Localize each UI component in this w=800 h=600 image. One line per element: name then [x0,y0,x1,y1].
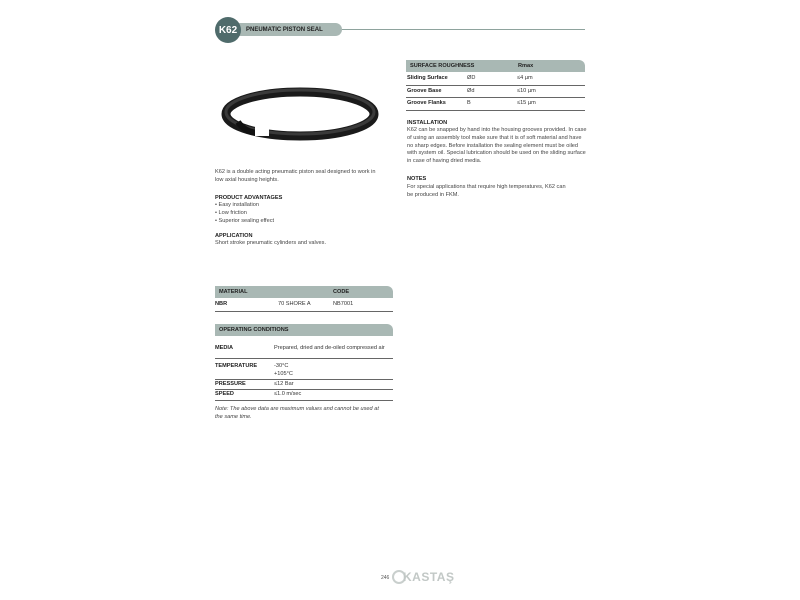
notes-text: For special applications that require high temperatures, K62 can be produced in FKM. [407,184,566,198]
pressure-label: PRESSURE [215,381,246,387]
divider [215,379,393,380]
roughness-value: ≤10 µm [517,88,536,94]
roughness-symbol: B [467,100,471,106]
application-text: Short stroke pneumatic cylinders and valves. [215,240,326,246]
temperature-max: +105°C [274,371,293,377]
material-hardness: 70 SHORE A [278,301,311,307]
media-value: Prepared, dried and de-oiled compressed air [274,345,385,351]
media-label: MEDIA [215,345,234,351]
advantage-item: • Superior sealing effect [215,217,275,224]
temperature-min: -30°C [274,363,289,369]
divider [406,110,585,111]
surface-roughness-header [406,60,585,72]
seal-ring-image [218,84,380,144]
installation-text: K62 can be snapped by hand into the housing grooves provided. In case of using an assembly tool make sure that it is of soft material and have no sharp edges. Before installation the sealing element must be oiled with system oil. Special lubrication should be used on the sliding surface in case of having dried media. [407,127,587,165]
divider [215,358,393,359]
roughness-label: Groove Flanks [407,100,446,106]
material-column-header: MATERIAL [219,289,248,295]
divider [406,85,585,86]
divider [215,311,393,312]
header-rule [342,29,585,30]
advantage-item: • Easy installation [215,202,259,208]
product-title-text: PNEUMATIC PISTON SEAL [246,26,323,33]
product-description: K62 is a double acting pneumatic piston seal designed to work in low axial housing heights. [215,169,376,183]
divider [406,97,585,98]
temperature-label: TEMPERATURE [215,363,258,369]
advantages-list [215,202,274,225]
divider [215,400,393,401]
roughness-value: ≤15 µm [517,100,536,106]
brand-logo-text: KASTAŞ [403,570,455,584]
material-name: NBR [215,301,228,307]
divider [215,389,393,390]
notes-heading: NOTES [407,176,427,182]
installation-heading: INSTALLATION [407,120,448,126]
advantage-item: • Low friction [215,209,247,216]
roughness-symbol: Ød [467,88,475,94]
surface-roughness-title: SURFACE ROUGHNESS [410,63,475,69]
roughness-value: ≤4 µm [517,75,533,81]
rmax-column-header: Rmax [518,63,534,69]
speed-value: ≤1.0 m/sec [274,391,302,397]
roughness-symbol: ØD [467,75,476,81]
code-column-header: CODE [333,289,350,295]
product-title [234,23,342,36]
operating-note: Note: The above data are maximum values and cannot be used at the same time. [215,406,379,420]
material-table-header [215,286,393,298]
page-number: 246 [381,575,390,581]
roughness-label: Sliding Surface [407,75,448,81]
pressure-value: ≤12 Bar [274,381,294,387]
roughness-label: Groove Base [407,88,442,94]
operating-conditions-header: OPERATING CONDITIONS [215,324,393,336]
application-heading: APPLICATION [215,233,253,239]
advantages-heading: PRODUCT ADVANTAGES [215,195,283,201]
material-code: NB7001 [333,301,354,307]
speed-label: SPEED [215,391,234,397]
product-code-badge: K62 [215,17,241,43]
